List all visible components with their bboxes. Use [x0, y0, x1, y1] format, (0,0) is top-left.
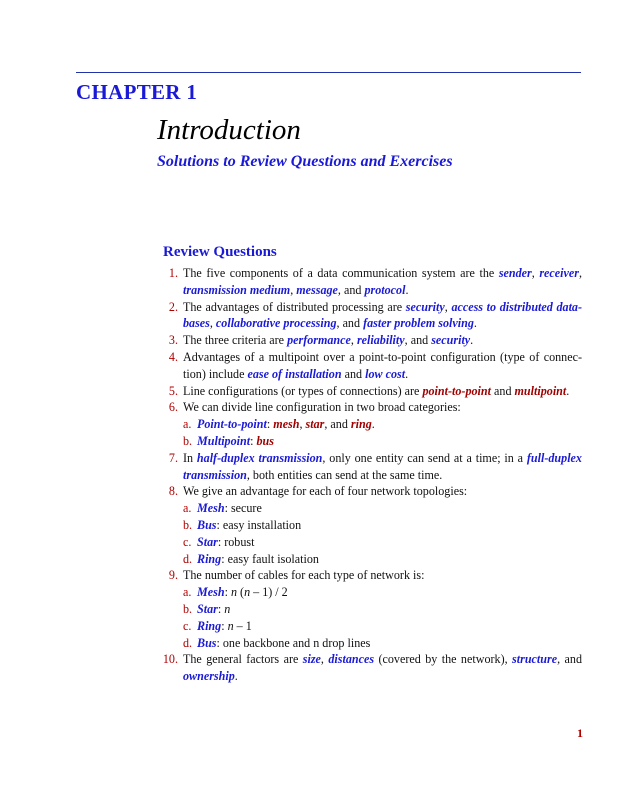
sub-item-9b: b. Star: n	[183, 601, 231, 616]
sub-item-8c: c. Star: robust	[183, 534, 255, 549]
list-item-4: 4. Advantages of a multipoint over a point-to-point configuration (type of connec-tion) include ease of installation and low cost.	[150, 349, 582, 383]
list-item-7: 7. In half-duplex transmission, only one entity can send at a time; in a full-duplex transmission, both entities can send at the same time.	[150, 450, 582, 484]
item-number: 8.	[168, 484, 178, 499]
header-rule	[76, 72, 581, 73]
item-number: 2.	[168, 299, 178, 314]
sub-item-8b: b. Bus: easy installation	[183, 517, 302, 532]
chapter-title: Introduction	[157, 114, 301, 146]
list-item-1: 1. The five components of a data communication system are the sender, receiver, transmission medium, message, and protocol.	[150, 265, 582, 299]
review-questions-list	[150, 265, 582, 685]
item-number: 5.	[168, 383, 178, 398]
list-item-8: 8. We give an advantage for each of four network topologies:	[150, 483, 582, 500]
list-item-5: 5. Line configurations (or types of connections) are point-to-point and multipoint.	[150, 383, 582, 400]
page-number: 1	[577, 726, 583, 740]
sub-item-6b: b. Multipoint: bus	[183, 433, 274, 448]
item-number: 9.	[168, 568, 178, 583]
chapter-subtitle: Solutions to Review Questions and Exercises	[157, 153, 453, 170]
sub-item-8a: a. Mesh: secure	[183, 501, 262, 516]
item-number: 3.	[168, 333, 178, 348]
item-number: 10.	[162, 652, 178, 667]
chapter-label: CHAPTER 1	[76, 80, 198, 104]
list-item-3: 3. The three criteria are performance, reliability, and security.	[150, 332, 582, 349]
sub-item-9a: a. Mesh: n (n – 1) / 2	[183, 585, 288, 600]
list-item-9: 9. The number of cables for each type of network is:	[150, 567, 582, 584]
sub-item-9c: c. Ring: n – 1	[183, 618, 252, 633]
list-item-2: 2. The advantages of distributed processing are security, access to distributed data-bases, collaborative processing, and faster problem solving.	[150, 299, 582, 333]
list-item-6: 6. We can divide line configuration in two broad categories:	[150, 399, 582, 416]
item-number: 6.	[168, 400, 178, 415]
list-item-10: 10. The general factors are size, distances (covered by the network), structure, and ownership.	[150, 651, 582, 685]
sub-item-9d: d. Bus: one backbone and n drop lines	[183, 635, 371, 650]
item-number: 7.	[168, 450, 178, 465]
sub-item-6a: a. Point-to-point: mesh, star, and ring.	[183, 417, 375, 432]
item-number: 4.	[168, 349, 178, 364]
section-heading: Review Questions	[163, 244, 277, 260]
sub-item-8d: d. Ring: easy fault isolation	[183, 551, 319, 566]
item-number: 1.	[168, 266, 178, 280]
